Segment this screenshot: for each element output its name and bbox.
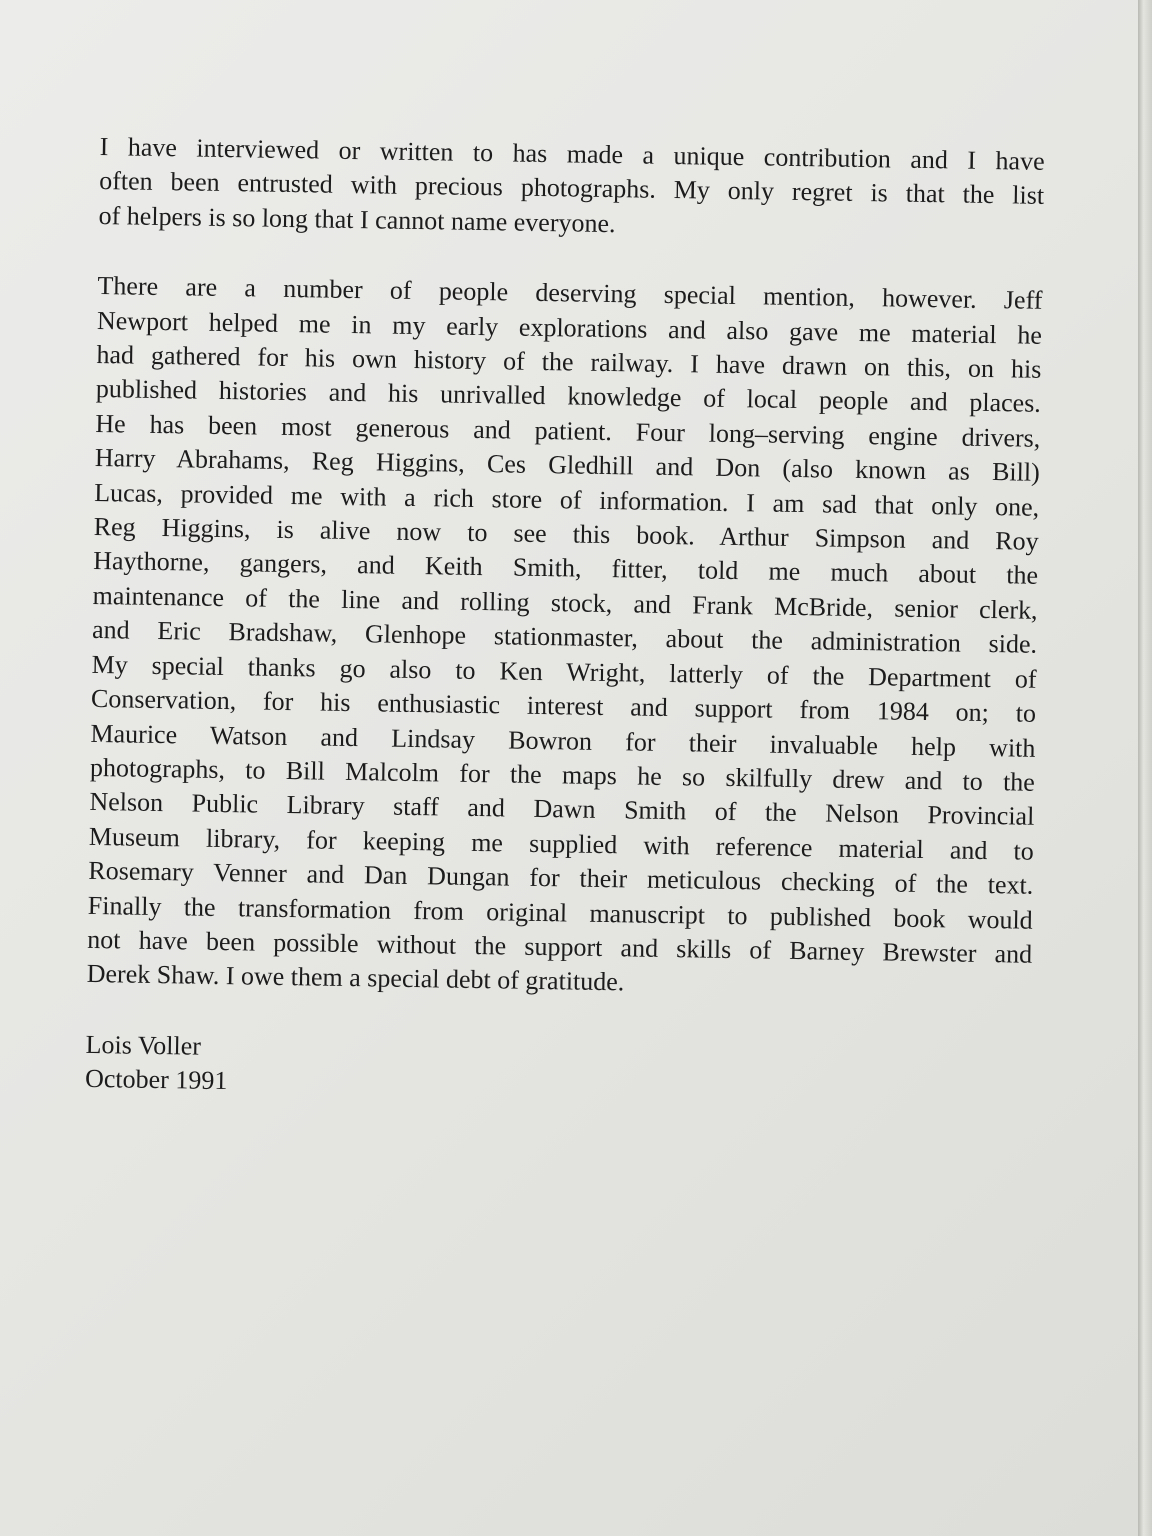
signature-date: October 1991 [84,1064,228,1096]
text-line: Finally the transformation from original manuscript to published book would [87,890,1033,935]
paragraph-1 [98,130,1045,248]
signature-block [85,1028,1031,1112]
text-line: Reg Higgins, is alive now to see this book. Arthur Simpson and Roy [93,512,1039,556]
text-line: had gathered for his own history of the railway. I have drawn on this, on his [96,340,1042,384]
text-line: Newport helped me in my early explorations and also gave me material he [96,305,1043,350]
text-line: often been entrusted with precious photographs. My only regret is that the list [98,166,1045,211]
text-line: Museum library, for keeping me supplied with reference material and to [88,821,1035,866]
text-line: My special thanks go also to Ken Wright, latterly of the Department of [91,649,1037,694]
text-line: not have been possible without the support and skills of Barney Brewster and [87,924,1033,969]
text-line: Maurice Watson and Lindsay Bowron for their invaluable help with [90,718,1036,763]
acknowledgements-text [85,130,1045,1111]
text-line: published histories and his unrivalled knowledge of local people and places. [95,374,1042,419]
text-line: He has been most generous and patient. Four long–serving engine drivers, [95,408,1041,453]
text-line: Harry Abrahams, Reg Higgins, Ces Gledhill and Don (also known as Bill) [94,443,1040,488]
text-line: Nelson Public Library staff and Dawn Smith of the Nelson Provincial [89,787,1035,832]
text-line: Rosemary Venner and Dan Dungan for their meticulous checking of the text. [88,856,1034,900]
text-line: Derek Shaw. I owe them a special debt of gratitude. [86,959,625,997]
text-line: and Eric Bradshaw, Glenhope stationmaster, about the administration side. [91,615,1038,660]
text-line: photographs, to Bill Malcolm for the maps he so skilfully drew and to the [89,752,1036,797]
text-line: Lucas, provided me with a rich store of information. I am sad that only one, [94,477,1040,522]
text-line: I have interviewed or written to has made a unique contribution and I have [99,131,1045,176]
text-line: maintenance of the line and rolling stock, and Frank McBride, senior clerk, [92,580,1038,625]
text-line: There are a number of people deserving special mention, however. Jeff [97,271,1043,316]
text-line: Haythorne, gangers, and Keith Smith, fitter, told me much about the [93,546,1039,591]
page-edge [1138,0,1152,1536]
paragraph-2 [86,269,1042,1006]
text-line: Conservation, for his enthusiastic interest and support from 1984 on; to [90,684,1037,728]
text-line: of helpers is so long that I cannot name everyone. [98,200,616,238]
author-name: Lois Voller [85,1029,202,1061]
